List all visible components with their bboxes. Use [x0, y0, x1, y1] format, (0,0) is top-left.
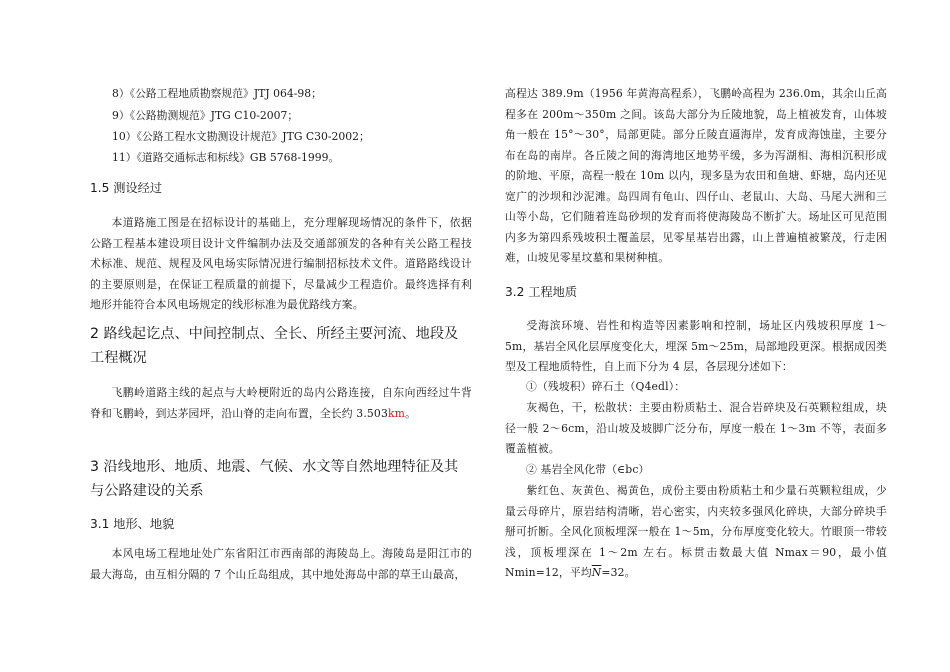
layer-1-title: ①（残坡积）碎石土（Q4edl）： — [526, 380, 686, 393]
section-2-text: 飞鹏岭道路主线的起点与大岭梗附近的岛内公路连接，自东向西经过牛背脊和飞鹏岭，到达茅园坪，沿山脊的走向布置，全长约 3.503 — [90, 386, 472, 420]
section-1-5-paragraph: 本道路施工图是在招标设计的基础上，充分理解现场情况的条件下，依据公路工程基本建设项目设计文件编制办法及交通部颁发的各种有关公路工程技术标准、规范、规程及风电场实际情况进行编制招标技术文件。道路路线设计的主要原则是，在保证工程质量的前提下，尽量减少工程造价。最终选择有利地形并能符合本风电场规定的线形标准为最优路线方案。 — [90, 216, 472, 311]
length-unit-highlight: km — [387, 406, 406, 420]
section-2-paragraph — [90, 383, 472, 424]
layer-2-paragraph — [505, 481, 887, 584]
section-2-heading: 2 路线起讫点、中间控制点、全长、所经主要河流、地段及工程概况 — [90, 326, 459, 366]
reference-item: 10）《公路工程水文勘测设计规范》JTG C30-2002； — [112, 130, 370, 143]
section-3-2-heading: 3.2 工程地质 — [505, 285, 578, 299]
section-3-1-heading: 3.1 地形、地貌 — [90, 517, 175, 531]
section-1-5-heading: 1.5 测设经过 — [90, 181, 163, 195]
reference-item: 9）《公路勘测规范》JTG C10-2007； — [112, 109, 299, 122]
section-3-1-paragraph: 本风电场工程地址处广东省阳江市西南部的海陵岛上。海陵岛是阳江市的最大海岛，由互相分隔的 7 个山丘岛组成，其中地处海岛中部的草王山最高， — [90, 547, 472, 581]
layer-2-text: 紫红色、灰黄色、褐黄色，成份主要由粉质粘土和少量石英颗粒组成，少量云母碎片，原岩结构清晰，岩心密实，内夹较多强风化碎块，大部分碎块手掰可折断。全风化顶板埋深一般在 1～5m，分布厚度变化较大。竹眼顶一带较浅，顶板埋深在 1～2m 左右。标贯击数最大值 Nmax＝90，最小值 Nmin=12，平均 — [505, 484, 887, 579]
mean-symbol: $\overline{N}$ — [591, 566, 602, 579]
layer-2-title: ② 基岩全风化带（∈bc） — [526, 463, 650, 476]
layer-2-end: =32。 — [601, 566, 636, 579]
section-3-heading: 3 沿线地形、地质、地震、气候、水文等自然地理特征及其与公路建设的关系 — [90, 459, 459, 499]
section-2-end: 。 — [405, 406, 417, 420]
reference-item: 11）《道路交通标志和标线》GB 5768-1999。 — [112, 151, 340, 164]
reference-item: 8）《公路工程地质勘察规范》JTJ 064-98； — [112, 87, 322, 100]
layer-1-paragraph: 灰褐色，干，松散状：主要由粉质粘土、混合岩碎块及石英颗粒组成，块径一般 2～6cm，沿山坡及坡脚广泛分布，厚度一般在 1～3m 不等，表面多覆盖植被。 — [505, 401, 887, 455]
terrain-continuation-paragraph: 高程达 389.9m（1956 年黄海高程系），飞鹏岭高程为 236.0m，其余山丘高程多在 200m～350m 之间。该岛大部分为丘陵地貌，岛上植被发育，山体坡角一般在 15°～30°，局部更陡。部分丘陵直逼海岸，发育成海蚀崖，主要分布在岛的南岸。各丘陵之间的海湾地区地势平缓，多为泻湖相、海相沉积形成的阶地、平原，高程一般在 10m 以内，现多垦为农田和鱼塘、虾塘，岛内还见宽广的沙坝和沙泥滩。岛四周有龟山、四仔山、老鼠山、大岛、马尾大洲和三山等小岛，它们随着连岛砂坝的发育而将使海陵岛不断扩大。场址区可见范围内多为第四系残坡积土覆盖层，见零星基岩出露，山上普遍植被繁茂，行走困难，山坡见零星坟墓和果树种植。 — [505, 87, 887, 264]
section-3-2-paragraph: 受海滨环境、岩性和构造等因素影响和控制，场址区内残坡积厚度 1～5m，基岩全风化层厚度变化大，埋深 5m～25m，局部地段更深。根据成因类型及工程地质特性，自上而下分为 4 层，各层现分述如下： — [505, 319, 887, 373]
